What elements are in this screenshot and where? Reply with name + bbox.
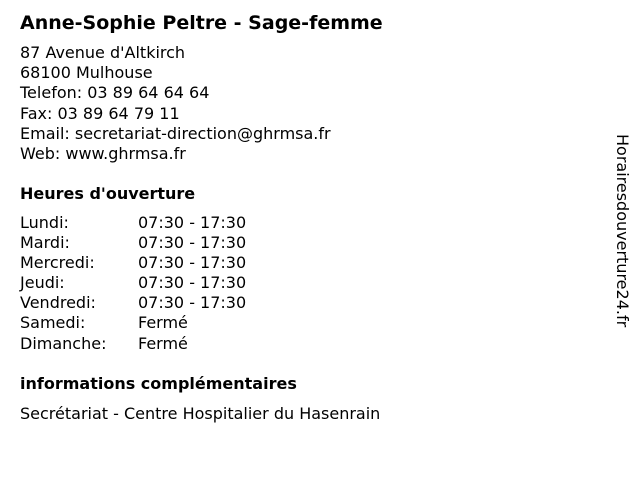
hours-row-tuesday — [20, 233, 320, 253]
city-address: 68100 Mulhouse — [20, 63, 153, 83]
page-title: Anne-Sophie Peltre - Sage-femme — [20, 12, 383, 34]
website-address: Web: www.ghrmsa.fr — [20, 143, 186, 163]
opening-hours-heading: Heures d'ouverture — [20, 184, 196, 203]
email-address: Email: secretariat-direction@ghrmsa.fr — [20, 123, 331, 143]
phone-number: Telefon: 03 89 64 64 64 — [20, 83, 210, 103]
day-label: Dimanche: — [20, 333, 107, 353]
hours-row-wednesday — [20, 253, 320, 273]
day-label: Mercredi: — [20, 253, 95, 273]
additional-info-text: Secrétariat - Centre Hospitalier du Hasenrain — [20, 404, 381, 423]
time-value: 07:30 - 17:30 — [138, 213, 247, 232]
site-watermark: Horairesdouverture24.fr — [613, 134, 632, 328]
day-label: Samedi: — [20, 313, 86, 333]
time-value: 07:30 - 17:30 — [138, 273, 247, 293]
fax-number: Fax: 03 89 64 79 11 — [20, 103, 180, 123]
day-label: Vendredi: — [20, 293, 96, 313]
opening-hours-table — [20, 213, 320, 354]
street-address: 87 Avenue d'Altkirch — [20, 43, 186, 62]
hours-row-saturday — [20, 313, 320, 333]
hours-row-monday — [20, 213, 320, 233]
time-value: Fermé — [138, 313, 188, 333]
contact-block — [20, 43, 331, 164]
time-value: 07:30 - 17:30 — [138, 253, 247, 273]
day-label: Lundi: — [20, 213, 69, 232]
day-label: Jeudi: — [20, 273, 65, 293]
hours-row-sunday — [20, 334, 320, 354]
hours-row-thursday — [20, 273, 320, 293]
hours-row-friday — [20, 293, 320, 313]
additional-info-heading: informations complémentaires — [20, 374, 297, 393]
day-label: Mardi: — [20, 233, 70, 253]
time-value: 07:30 - 17:30 — [138, 233, 247, 253]
time-value: Fermé — [138, 333, 188, 353]
time-value: 07:30 - 17:30 — [138, 293, 247, 313]
